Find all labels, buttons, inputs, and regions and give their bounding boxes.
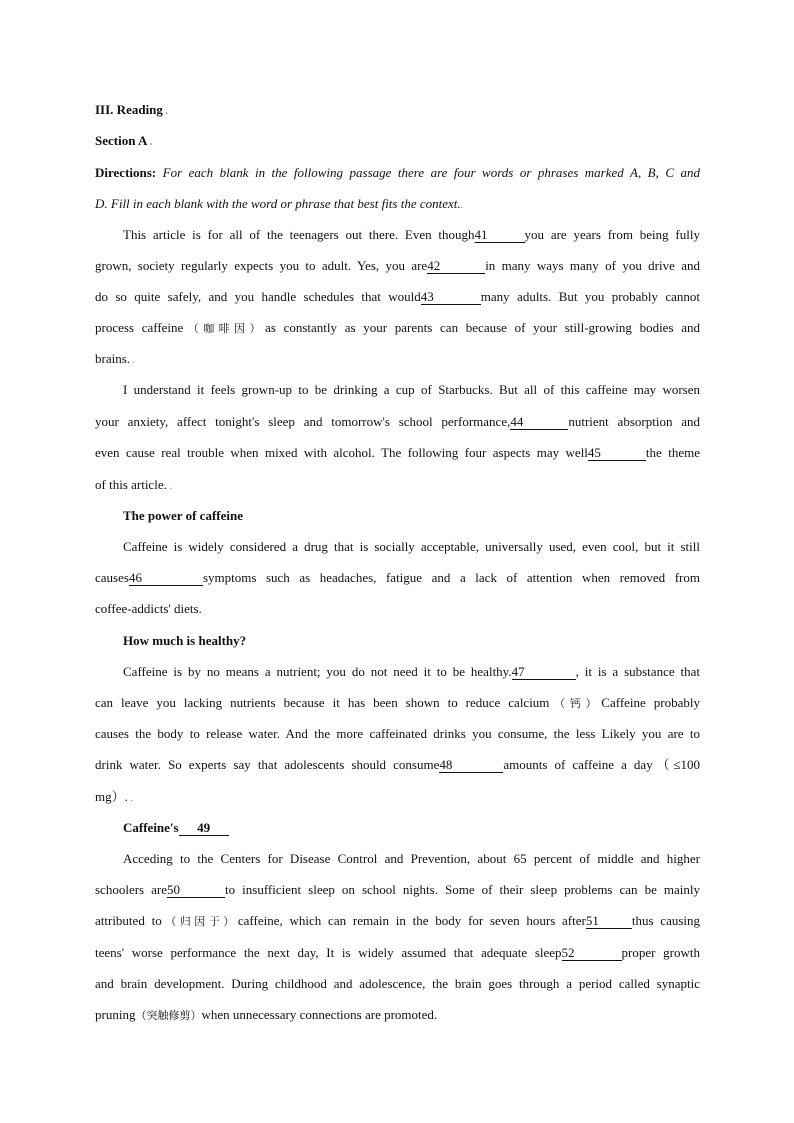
p5-line-4: teens' worse performance the next day, It is widely assumed that adequate sleep52 proper growth (95, 945, 700, 960)
p1-line-1: This article is for all of the teenagers out there. Even though41 you are years from being fully (123, 227, 700, 242)
blank-49[interactable]: 49 (179, 821, 229, 836)
section-heading: Section A . (95, 133, 153, 148)
reading-heading: III. Reading . (95, 102, 168, 117)
p3-line-2: causes46 symptoms such as headaches, fatigue and a lack of attention when removed from (95, 570, 700, 585)
p2-line-2: your anxiety, affect tonight's sleep and tomorrow's school performance,44 nutrient absorption and (95, 414, 700, 429)
blank-50[interactable]: 50 (167, 883, 225, 898)
p1-line-2: grown, society regularly expects you to adult. Yes, you are42 in many ways many of you drive and (95, 258, 700, 273)
blank-51[interactable]: 51 (586, 914, 632, 929)
p2-line-3: even cause real trouble when mixed with alcohol. The following four aspects may well45 the theme (95, 445, 700, 460)
p4-line-2: can leave you lacking nutrients because it has been shown to reduce calcium（钙）Caffeine probably (95, 695, 700, 710)
blank-42[interactable]: 42 (427, 259, 485, 274)
p5-line-3: attributed to（归因于）caffeine, which can remain in the body for seven hours after51 thus causing (95, 913, 701, 928)
p1-line-3: do so quite safely, and you handle schedules that would43 many adults. But you probably cannot (95, 289, 700, 304)
p3-line-3: coffee-addicts' diets. (95, 601, 202, 616)
p4-line-4: drink water. So experts say that adolescents should consume48 amounts of caffeine a day（≤100 (95, 757, 700, 772)
p4-line-5: mg）. . (95, 789, 133, 804)
p4-line-1: Caffeine is by no means a nutrient; you do not need it to be healthy.47 , it is a substance that (123, 664, 700, 679)
blank-52[interactable]: 52 (562, 946, 622, 961)
p1-line-4: process caffeine（咖啡因）as constantly as your parents can because of your still-growing bodies and (95, 320, 700, 335)
p1-line-5: brains. . (95, 351, 136, 366)
subheading-how-much: How much is healthy? (123, 633, 247, 648)
p3-line-1: Caffeine is widely considered a drug that is socially acceptable, universally used, even cool, but it still (123, 539, 700, 554)
p2-line-1: I understand it feels grown-up to be drinking a cup of Starbucks. But all of this caffeine may worsen (123, 382, 700, 397)
p5-line-2: schoolers are50 to insufficient sleep on school nights. Some of their sleep problems can be mainly (95, 882, 701, 897)
blank-44[interactable]: 44 (510, 415, 568, 430)
p4-line-3: causes the body to release water. And the more caffeinated drinks you consume, the less Likely you are to (95, 726, 700, 741)
blank-43[interactable]: 43 (421, 290, 481, 305)
blank-47[interactable]: 47 (512, 665, 576, 680)
directions-line-2: D. Fill in each blank with the word or phrase that best fits the context.. (95, 196, 464, 211)
subheading-power: The power of caffeine (123, 508, 243, 523)
p5-line-6: pruning（突触修剪）when unnecessary connections are promoted. (95, 1007, 438, 1022)
p2-line-4: of this article. . (95, 477, 172, 492)
p5-line-5: and brain development. During childhood and adolescence, the brain goes through a period called synaptic (95, 976, 700, 991)
blank-48[interactable]: 48 (439, 758, 503, 773)
p5-line-1: Acceding to the Centers for Disease Control and Prevention, about 65 percent of middle and higher (123, 851, 700, 866)
subheading-effects: Caffeine's 49 (123, 820, 700, 836)
blank-41[interactable]: 41 (475, 228, 525, 243)
directions-line-1: Directions: For each blank in the following passage there are four words or phrases marked A, B, C and (95, 165, 700, 180)
blank-45[interactable]: 45 (588, 446, 646, 461)
blank-46[interactable]: 46 (129, 571, 203, 586)
directions-label: Directions: (95, 165, 157, 180)
